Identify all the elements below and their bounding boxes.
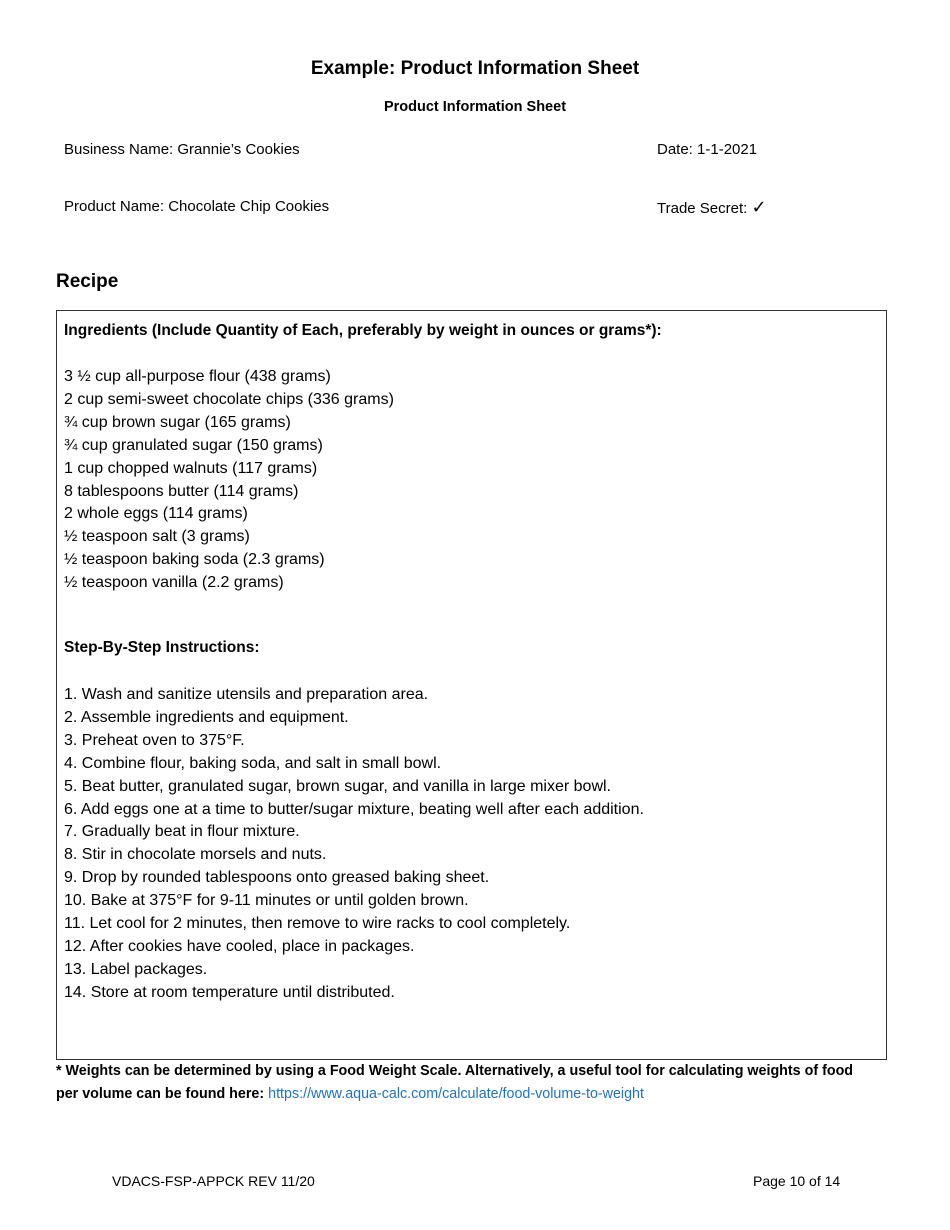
ingredient-item: 8 tablespoons butter (114 grams) — [64, 482, 299, 500]
checkmark-icon: ✓ — [751, 197, 767, 217]
ingredients-list — [64, 366, 394, 595]
footnote — [56, 1060, 853, 1105]
footnote-line-1: * Weights can be determined by using a Food Weight Scale. Alternatively, a useful tool for calculating weights of food — [56, 1063, 854, 1079]
product-name-field: Product Name: Chocolate Chip Cookies — [64, 198, 330, 215]
ingredient-item: ¾ cup brown sugar (165 grams) — [64, 413, 291, 431]
ingredients-heading: Ingredients (Include Quantity of Each, preferably by weight in ounces or grams*): — [64, 322, 662, 339]
instruction-step: 9. Drop by rounded tablespoons onto greased baking sheet. — [64, 869, 490, 887]
instruction-step: 13. Label packages. — [64, 960, 208, 978]
footer-page-number: Page 10 of 14 — [753, 1173, 841, 1189]
instructions-heading: Step-By-Step Instructions: — [64, 639, 260, 656]
business-name-field: Business Name: Grannie’s Cookies — [64, 141, 300, 158]
instruction-step: 1. Wash and sanitize utensils and preparation area. — [64, 686, 429, 703]
ingredient-item: 3 ½ cup all-purpose flour (438 grams) — [64, 368, 331, 385]
instruction-step: 10. Bake at 375°F for 9-11 minutes or until golden brown. — [64, 892, 469, 910]
instruction-step: 11. Let cool for 2 minutes, then remove to wire racks to cool completely. — [64, 915, 571, 933]
recipe-heading: Recipe — [56, 271, 119, 292]
page-title: Example: Product Information Sheet — [310, 58, 640, 79]
ingredient-item: ½ teaspoon baking soda (2.3 grams) — [64, 551, 325, 569]
instruction-step: 12. After cookies have cooled, place in packages. — [64, 937, 415, 955]
aqua-calc-link[interactable]: https://www.aqua-calc.com/calculate/food-volume-to-weight — [268, 1085, 644, 1102]
footnote-line-2-text: per volume can be found here: — [56, 1085, 265, 1102]
sheet-subtitle: Product Information Sheet — [383, 99, 567, 115]
ingredient-item: 1 cup chopped walnuts (117 grams) — [64, 459, 318, 477]
instruction-step: 6. Add eggs one at a time to butter/sugar mixture, beating well after each addition. — [64, 800, 644, 818]
date-field: Date: 1-1-2021 — [657, 141, 758, 158]
instruction-step: 4. Combine flour, baking soda, and salt in small bowl. — [64, 754, 442, 772]
ingredient-item: 2 cup semi-sweet chocolate chips (336 grams) — [64, 390, 394, 408]
instruction-step: 8. Stir in chocolate morsels and nuts. — [64, 846, 327, 864]
trade-secret-label: Trade Secret: — [657, 200, 748, 217]
instruction-step: 7. Gradually beat in flour mixture. — [64, 823, 300, 841]
ingredient-item: ½ teaspoon vanilla (2.2 grams) — [64, 574, 284, 592]
instruction-step: 3. Preheat oven to 375°F. — [64, 731, 245, 749]
instruction-step: 5. Beat butter, granulated sugar, brown sugar, and vanilla in large mixer bowl. — [64, 777, 611, 795]
trade-secret-field — [657, 197, 767, 218]
ingredient-item: ¾ cup granulated sugar (150 grams) — [64, 436, 323, 454]
instruction-step: 14. Store at room temperature until distributed. — [64, 983, 395, 1001]
instruction-step: 2. Assemble ingredients and equipment. — [64, 708, 349, 726]
ingredient-item: 2 whole eggs (114 grams) — [64, 505, 248, 523]
ingredient-item: ½ teaspoon salt (3 grams) — [64, 528, 250, 546]
footer-doc-id: VDACS-FSP-APPCK REV 11/20 — [112, 1173, 315, 1189]
instructions-list — [64, 684, 644, 1005]
footnote-line-2 — [56, 1083, 853, 1106]
recipe-box — [56, 310, 887, 1060]
